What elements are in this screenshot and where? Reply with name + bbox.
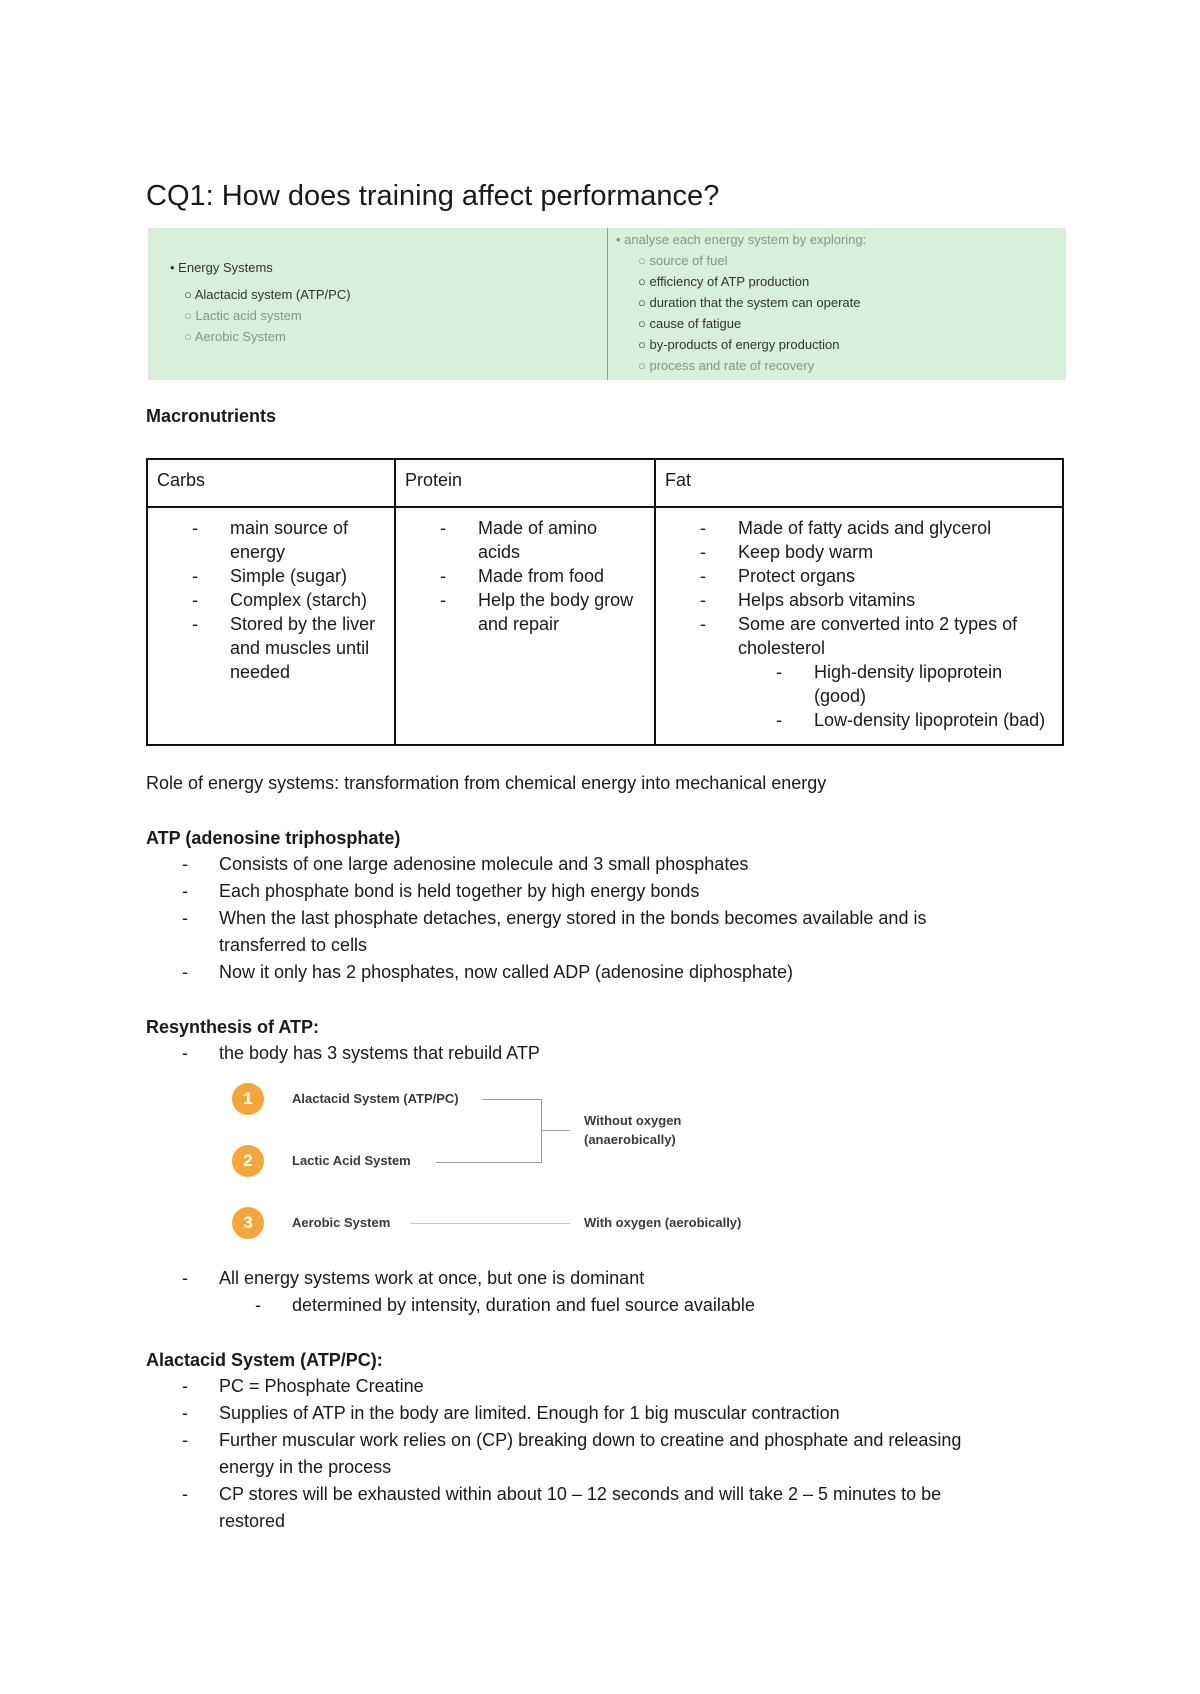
list-item: - Help the body grow and repair bbox=[396, 588, 644, 636]
fat-cell bbox=[655, 507, 1063, 745]
macronutrients-table bbox=[146, 458, 1064, 746]
carbs-cell bbox=[147, 507, 395, 745]
syllabus-right-item: ○ process and rate of recovery bbox=[638, 358, 815, 373]
syllabus-right-item: ○ by-products of energy production bbox=[638, 337, 840, 352]
resynthesis-heading: Resynthesis of ATP: bbox=[146, 1017, 320, 1037]
list-item: - Some are converted into 2 types of cholesterol bbox=[656, 612, 1050, 660]
list-item: - Simple (sugar) bbox=[148, 564, 384, 588]
atp-list bbox=[146, 851, 926, 986]
number-badge: 3 bbox=[232, 1207, 264, 1239]
connector-line bbox=[482, 1099, 542, 1100]
table-row bbox=[147, 507, 1063, 745]
list-item: - Made of fatty acids and glycerol bbox=[656, 516, 1050, 540]
list-item: - Each phosphate bond is held together by high energy bonds bbox=[146, 878, 926, 905]
list-item: - Protect organs bbox=[656, 564, 1050, 588]
list-item: - Now it only has 2 phosphates, now called ADP (adenosine diphosphate) bbox=[146, 959, 926, 986]
syllabus-right-item: ○ duration that the system can operate bbox=[638, 295, 861, 310]
system-label: Aerobic System bbox=[292, 1215, 391, 1230]
connector-line bbox=[436, 1162, 542, 1163]
list-item: - main source of energy bbox=[148, 516, 384, 564]
list-item: - Keep body warm bbox=[656, 540, 1050, 564]
syllabus-left-item: ○ Aerobic System bbox=[184, 329, 286, 344]
list-item: - High-density lipoprotein (good) bbox=[656, 660, 1050, 708]
with-oxygen-label: With oxygen (aerobically) bbox=[584, 1215, 742, 1230]
list-item: - PC = Phosphate Creatine bbox=[146, 1373, 961, 1400]
connector-line bbox=[410, 1223, 570, 1224]
syllabus-right-item: ○ cause of fatigue bbox=[638, 316, 742, 331]
list-item-continuation: transferred to cells bbox=[219, 935, 368, 955]
list-item: - Complex (starch) bbox=[148, 588, 384, 612]
resynthesis-list bbox=[146, 1040, 540, 1067]
alactacid-heading: Alactacid System (ATP/PC): bbox=[146, 1350, 383, 1370]
list-item: - Stored by the liver and muscles until needed bbox=[148, 612, 384, 684]
list-item: - Further muscular work relies on (CP) breaking down to creatine and phosphate and releasing bbox=[146, 1427, 961, 1454]
list-item: - Low-density lipoprotein (bad) bbox=[656, 708, 1050, 732]
syllabus-right-heading: • analyse each energy system by exploring: bbox=[616, 232, 867, 247]
connector-line bbox=[542, 1130, 570, 1131]
list-item-continuation: energy in the process bbox=[219, 1457, 392, 1477]
column-header-carbs: Carbs bbox=[147, 459, 395, 507]
without-oxygen-label: (anaerobically) bbox=[584, 1132, 676, 1147]
syllabus-right-item: ○ efficiency of ATP production bbox=[638, 274, 810, 289]
system-label: Alactacid System (ATP/PC) bbox=[292, 1091, 459, 1106]
list-item: - All energy systems work at once, but one is dominant bbox=[146, 1265, 755, 1292]
list-item: - the body has 3 systems that rebuild ATP bbox=[146, 1040, 540, 1067]
syllabus-box bbox=[148, 228, 1066, 380]
list-item: - determined by intensity, duration and fuel source available bbox=[146, 1292, 755, 1319]
syllabus-left-item: ○ Alactacid system (ATP/PC) bbox=[184, 287, 351, 302]
role-text: Role of energy systems: transformation from chemical energy into mechanical energy bbox=[146, 773, 827, 793]
list-item: - Made from food bbox=[396, 564, 644, 588]
syllabus-left-heading: • Energy Systems bbox=[170, 260, 273, 275]
syllabus-right-item: ○ source of fuel bbox=[638, 253, 728, 268]
list-item-continuation: restored bbox=[219, 1511, 286, 1531]
syllabus-divider bbox=[607, 228, 608, 380]
column-header-fat: Fat bbox=[655, 459, 1063, 507]
list-item: - Helps absorb vitamins bbox=[656, 588, 1050, 612]
number-badge: 1 bbox=[232, 1083, 264, 1115]
list-item: - Made of amino acids bbox=[396, 516, 644, 564]
alactacid-list bbox=[146, 1373, 961, 1535]
dominance-list bbox=[146, 1265, 755, 1319]
atp-heading: ATP (adenosine triphosphate) bbox=[146, 828, 401, 848]
syllabus-left-item: ○ Lactic acid system bbox=[184, 308, 302, 323]
list-item: - When the last phosphate detaches, energy stored in the bonds becomes available and is bbox=[146, 905, 926, 932]
column-header-protein: Protein bbox=[395, 459, 655, 507]
list-item: - Consists of one large adenosine molecule and 3 small phosphates bbox=[146, 851, 926, 878]
connector-line bbox=[541, 1099, 542, 1163]
list-item: - CP stores will be exhausted within about 10 – 12 seconds and will take 2 – 5 minutes to be bbox=[146, 1481, 961, 1508]
macronutrients-heading: Macronutrients bbox=[146, 406, 277, 426]
protein-cell bbox=[395, 507, 655, 745]
page-title: CQ1: How does training affect performance? bbox=[146, 180, 720, 212]
system-label: Lactic Acid System bbox=[292, 1153, 411, 1168]
number-badge: 2 bbox=[232, 1145, 264, 1177]
without-oxygen-label: Without oxygen bbox=[584, 1113, 682, 1128]
list-item: - Supplies of ATP in the body are limited. Enough for 1 big muscular contraction bbox=[146, 1400, 961, 1427]
table-header-row bbox=[147, 459, 1063, 507]
